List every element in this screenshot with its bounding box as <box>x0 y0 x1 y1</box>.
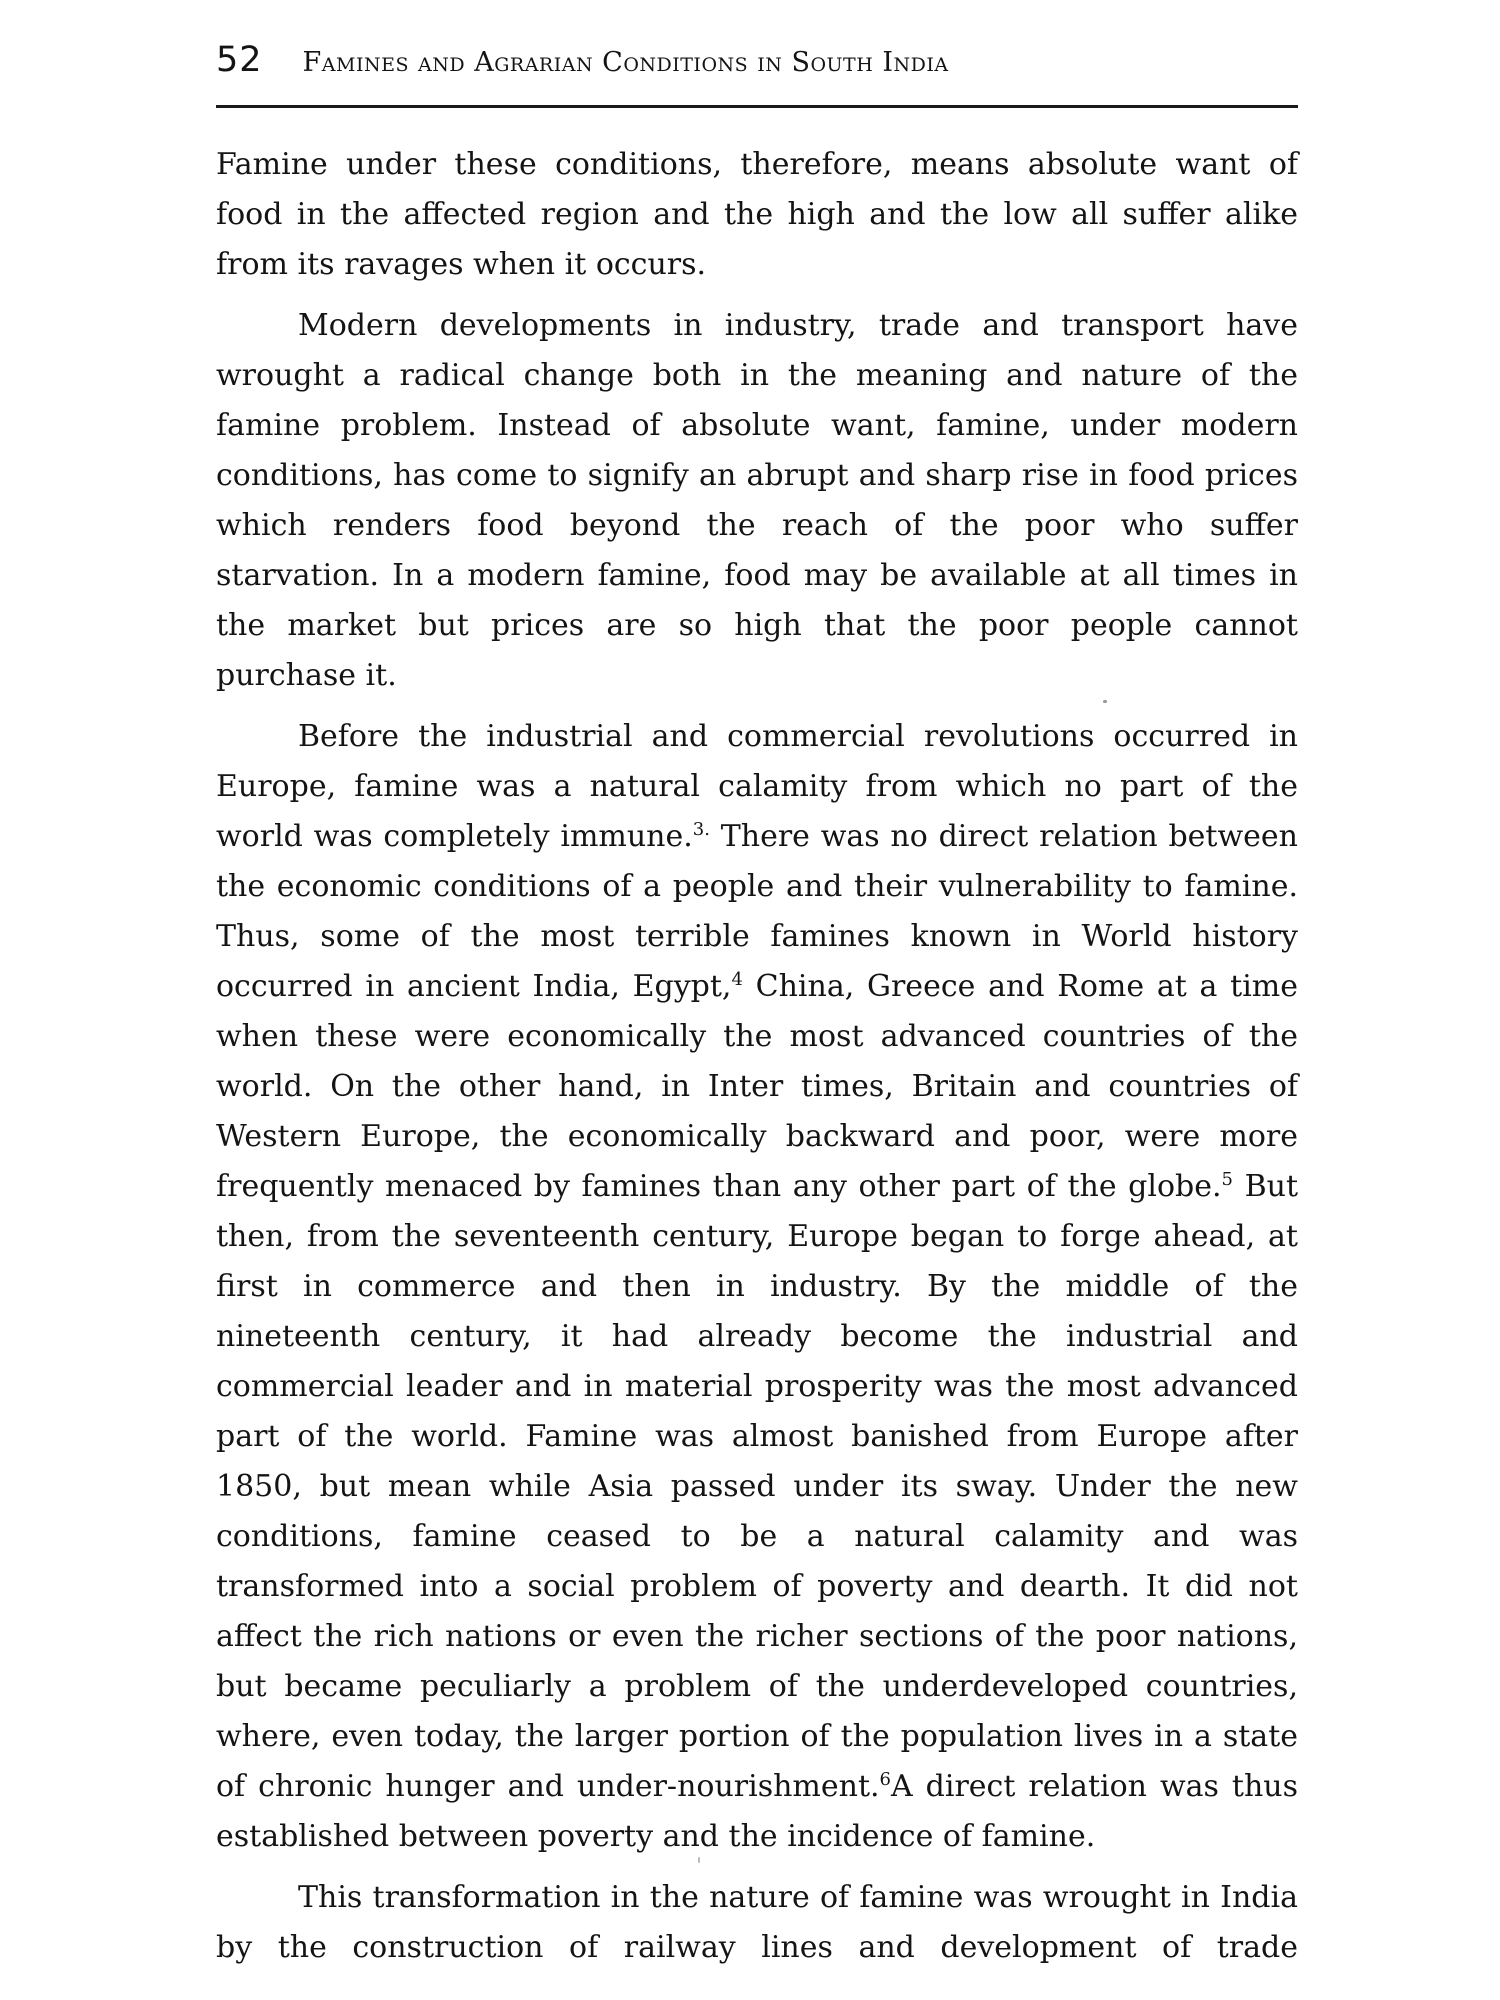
footnote-marker: 4 <box>731 969 743 990</box>
footnote-marker: 6 <box>879 1769 891 1790</box>
page-number: 52 <box>216 40 263 80</box>
body-text <box>216 140 1298 1973</box>
text-run: China, Greece and Rome at a time when these were economically the most advanced countries of the world. On the other hand, in Inter times, Britain and countries of Western Europe, the economically backward and poor, were more frequently menaced by famines than any other part of the globe. <box>216 969 1298 1204</box>
paragraph-2 <box>216 301 1298 701</box>
text-run: A direct relation was thus established between poverty and the incidence of famine. <box>216 1769 1298 1854</box>
text-run: Famine under these conditions, therefore, means absolute want of food in the affected region and the high and the low all suffer alike from its ravages when it occurs. <box>216 147 1298 282</box>
header-rule <box>216 105 1298 108</box>
text-run: Modern developments in industry, trade and transport have wrought a radical change both in the meaning and nature of the famine problem. Instead of absolute want, famine, under modern conditions, has come to signify an abrupt and sharp rise in food prices which renders food beyond the reach of the poor who suffer starvation. In a modern famine, food may be available at all times in the market but prices are so high that the poor people cannot purchase it. <box>216 308 1298 693</box>
paragraph-4 <box>216 1873 1298 1973</box>
text-run: This transformation in the nature of famine was wrought in India by the construction of railway lines and development of trade <box>216 1880 1298 1965</box>
scan-speck <box>698 1857 700 1863</box>
running-head <box>216 40 1298 102</box>
scan-speck <box>1103 700 1107 703</box>
text-run: But then, from the seventeenth century, Europe began to forge ahead, at first in commerce and then in industry. By the middle of the nineteenth century, it had already become the industrial and commercial leader and in material prosperity was the most advanced part of the world. Famine was almost banished from Europe after 1850, but mean while Asia passed under its sway. Under the new conditions, famine ceased to be a natural calamity and was transformed into a social problem of poverty and dearth. It did not affect the rich nations or even the richer sections of the poor nations, but became peculiarly a problem of the underdeveloped countries, where, even today, the larger portion of the population lives in a state of chronic hunger and under-nourishment. <box>216 1169 1298 1804</box>
footnote-marker: 3. <box>692 819 710 840</box>
text-run: Before the industrial and commercial revolutions occurred in Europe, famine was a natural calamity from which no part of the world was completely immune. <box>216 719 1298 854</box>
footnote-marker: 5 <box>1221 1169 1233 1190</box>
book-title: Famines and Agrarian Conditions in South India <box>302 47 949 78</box>
paragraph-1 <box>216 140 1298 290</box>
paragraph-3 <box>216 712 1298 1862</box>
text-run: There was no direct relation between the economic conditions of a people and their vulnerability to famine. Thus, some of the most terrible famines known in World history occurred in ancient India, Egypt, <box>216 819 1299 1004</box>
